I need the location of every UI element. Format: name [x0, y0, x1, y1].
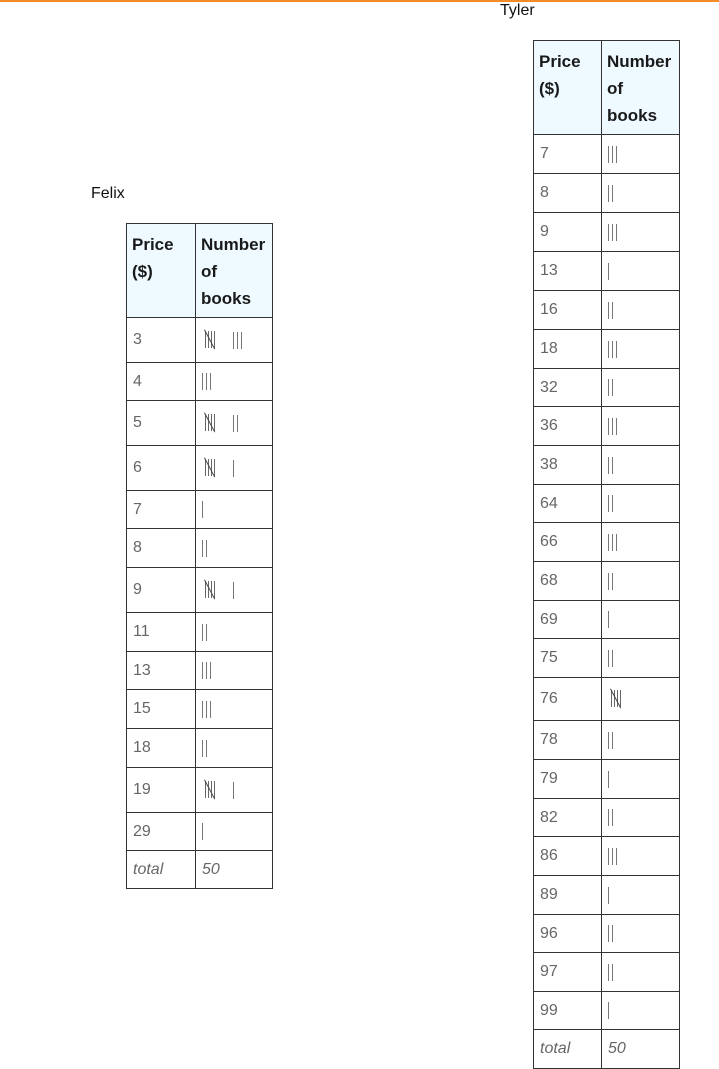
- books-header-line: Number: [201, 235, 266, 254]
- tally-cell: [602, 369, 680, 407]
- tally-marks: [202, 500, 203, 520]
- tally-ones-group: [608, 416, 617, 436]
- tally-marks: [608, 455, 613, 475]
- price-cell: 8: [127, 529, 196, 568]
- tally-ones-group: [608, 808, 613, 828]
- price-cell: 29: [127, 813, 196, 851]
- table-row: [127, 401, 273, 446]
- table-row: [127, 363, 273, 401]
- table-row: [127, 652, 273, 690]
- price-cell: 11: [127, 613, 196, 652]
- tally-cell: [602, 485, 680, 523]
- price-cell: 69: [534, 601, 602, 639]
- table-row: [127, 768, 273, 813]
- price-cell: 36: [534, 407, 602, 446]
- tally-cell: [602, 523, 680, 562]
- tally-ones-group: [608, 648, 613, 668]
- tally-cell: [602, 799, 680, 837]
- tally-ones-group: [608, 532, 617, 552]
- price-header-line: ($): [539, 79, 560, 98]
- price-cell: 64: [534, 485, 602, 523]
- tally-cell: [196, 363, 273, 401]
- tally-ones-group: [233, 413, 238, 433]
- tally-cell: [602, 446, 680, 485]
- tally-ones-group: [608, 610, 609, 630]
- tally-ones-group: [233, 580, 234, 600]
- total-label: total: [534, 1030, 602, 1069]
- tally-cell: [196, 401, 273, 446]
- price-cell: 4: [127, 363, 196, 401]
- price-header: [534, 41, 602, 135]
- tally-cell: [196, 318, 273, 363]
- tyler-name: Tyler: [500, 2, 535, 19]
- tally-cell: [602, 213, 680, 252]
- price-cell: 5: [127, 401, 196, 446]
- tally-cell: [602, 135, 680, 174]
- tally-ones-group: [608, 885, 609, 905]
- table-row: [534, 601, 680, 639]
- price-cell: 79: [534, 760, 602, 799]
- tally-marks: [608, 183, 613, 203]
- tally-marks: [608, 769, 609, 789]
- price-cell: 8: [534, 174, 602, 213]
- price-cell: 68: [534, 562, 602, 601]
- tally-ones-group: [608, 962, 613, 982]
- tally-cell: [602, 760, 680, 799]
- total-row: [127, 851, 273, 889]
- tally-ones-group: [608, 339, 617, 359]
- tally-cell: [196, 529, 273, 568]
- price-cell: 9: [127, 568, 196, 613]
- tally-cell: [602, 721, 680, 760]
- tally-cell: [602, 330, 680, 369]
- price-cell: 75: [534, 639, 602, 678]
- tally-marks: [202, 780, 234, 800]
- table-row: [127, 529, 273, 568]
- tally-ones-group: [608, 1001, 609, 1021]
- price-cell: 7: [534, 135, 602, 174]
- books-header-line: of books: [607, 79, 658, 125]
- felix-tally-table: [126, 223, 273, 889]
- tally-ones-group: [608, 222, 617, 242]
- tally-cell: [602, 174, 680, 213]
- price-cell: 16: [534, 291, 602, 330]
- price-cell: 15: [127, 690, 196, 729]
- tally-marks: [202, 372, 211, 392]
- table-row: [127, 491, 273, 529]
- price-cell: 3: [127, 318, 196, 363]
- tally-ones-group: [608, 846, 617, 866]
- tally-marks: [202, 699, 211, 719]
- accent-bar: [0, 0, 719, 2]
- table-row: [534, 837, 680, 876]
- tally-marks: [608, 730, 613, 750]
- header-row: [534, 41, 680, 135]
- tally-ones-group: [202, 661, 211, 681]
- tally-cell: [196, 613, 273, 652]
- tyler-tally-table: [533, 40, 680, 1069]
- tally-marks: [608, 300, 613, 320]
- table-row: [127, 729, 273, 768]
- tally-ones-group: [608, 144, 617, 164]
- table-row: [127, 613, 273, 652]
- table-row: [534, 562, 680, 601]
- tally-marks: [608, 494, 613, 514]
- tally-cell: [196, 729, 273, 768]
- tally-marks: [608, 571, 613, 591]
- tally-five-group: [202, 780, 220, 800]
- price-cell: 96: [534, 915, 602, 953]
- tally-marks: [608, 846, 617, 866]
- tally-cell: [602, 915, 680, 953]
- tally-cell: [602, 407, 680, 446]
- table-row: [127, 813, 273, 851]
- tally-marks: [202, 822, 203, 842]
- table-row: [127, 690, 273, 729]
- table-row: [534, 485, 680, 523]
- table-row: [534, 174, 680, 213]
- tally-ones-group: [608, 494, 613, 514]
- tally-marks: [608, 532, 617, 552]
- tally-cell: [602, 992, 680, 1030]
- table-row: [534, 721, 680, 760]
- tally-ones-group: [608, 571, 613, 591]
- tally-cell: [602, 876, 680, 915]
- tally-marks: [608, 962, 613, 982]
- books-header-line: of books: [201, 262, 252, 308]
- table-row: [534, 876, 680, 915]
- tally-five-group: [608, 689, 626, 709]
- table-row: [534, 252, 680, 291]
- table-row: [534, 992, 680, 1030]
- table-row: [127, 446, 273, 491]
- tally-ones-group: [233, 780, 234, 800]
- price-cell: 32: [534, 369, 602, 407]
- price-cell: 76: [534, 678, 602, 721]
- tally-ones-group: [233, 458, 234, 478]
- table-row: [534, 135, 680, 174]
- table-row: [534, 446, 680, 485]
- price-cell: 6: [127, 446, 196, 491]
- price-header: [127, 224, 196, 318]
- table-row: [534, 799, 680, 837]
- tally-marks: [608, 1001, 609, 1021]
- books-header: [602, 41, 680, 135]
- books-header: [196, 224, 273, 318]
- total-row: [534, 1030, 680, 1069]
- table-row: [534, 407, 680, 446]
- tally-ones-group: [202, 738, 207, 758]
- tally-five-group: [202, 330, 220, 350]
- price-cell: 78: [534, 721, 602, 760]
- table-row: [534, 523, 680, 562]
- table-row: [534, 369, 680, 407]
- price-cell: 86: [534, 837, 602, 876]
- tally-cell: [196, 813, 273, 851]
- table-row: [534, 213, 680, 252]
- table-row: [534, 291, 680, 330]
- table-row: [534, 330, 680, 369]
- tally-ones-group: [608, 261, 609, 281]
- tally-marks: [608, 885, 609, 905]
- tally-marks: [202, 661, 211, 681]
- tally-marks: [608, 378, 613, 398]
- tally-ones-group: [202, 622, 207, 642]
- tally-cell: [196, 652, 273, 690]
- price-cell: 19: [127, 768, 196, 813]
- price-cell: 13: [534, 252, 602, 291]
- price-cell: 9: [534, 213, 602, 252]
- tally-cell: [196, 568, 273, 613]
- books-header-line: Number: [607, 52, 672, 71]
- tally-marks: [202, 538, 207, 558]
- price-cell: 82: [534, 799, 602, 837]
- price-cell: 97: [534, 953, 602, 992]
- tally-marks: [608, 648, 613, 668]
- table-row: [534, 915, 680, 953]
- tally-marks: [608, 222, 617, 242]
- tally-five-group: [202, 580, 220, 600]
- tally-cell: [602, 639, 680, 678]
- tally-marks: [608, 261, 609, 281]
- felix-name: Felix: [91, 185, 125, 202]
- total-label: total: [127, 851, 196, 889]
- tally-marks: [202, 622, 207, 642]
- tally-marks: [608, 689, 626, 709]
- price-cell: 99: [534, 992, 602, 1030]
- price-header-line: Price: [132, 235, 174, 254]
- price-cell: 18: [127, 729, 196, 768]
- tally-ones-group: [608, 455, 613, 475]
- total-value: 50: [602, 1030, 680, 1069]
- tally-marks: [202, 330, 242, 350]
- tally-cell: [602, 837, 680, 876]
- tally-ones-group: [202, 372, 211, 392]
- tally-marks: [608, 610, 609, 630]
- price-header-line: ($): [132, 262, 153, 281]
- tally-ones-group: [608, 730, 613, 750]
- tally-ones-group: [608, 769, 609, 789]
- total-value: 50: [196, 851, 273, 889]
- table-row: [534, 678, 680, 721]
- tally-ones-group: [202, 699, 211, 719]
- tally-ones-group: [608, 183, 613, 203]
- tally-cell: [196, 491, 273, 529]
- table-row: [534, 953, 680, 992]
- tally-ones-group: [202, 538, 207, 558]
- tally-cell: [196, 446, 273, 491]
- tally-cell: [602, 601, 680, 639]
- tally-cell: [602, 678, 680, 721]
- tally-cell: [196, 690, 273, 729]
- table-row: [534, 639, 680, 678]
- tally-cell: [602, 291, 680, 330]
- price-header-line: Price: [539, 52, 581, 71]
- price-cell: 38: [534, 446, 602, 485]
- tally-cell: [196, 768, 273, 813]
- tally-marks: [608, 144, 617, 164]
- tally-five-group: [202, 458, 220, 478]
- tally-ones-group: [233, 330, 242, 350]
- header-row: [127, 224, 273, 318]
- table-row: [127, 318, 273, 363]
- table-row: [534, 760, 680, 799]
- tally-ones-group: [202, 822, 203, 842]
- table-row: [127, 568, 273, 613]
- price-cell: 89: [534, 876, 602, 915]
- tally-marks: [608, 339, 617, 359]
- price-cell: 66: [534, 523, 602, 562]
- price-cell: 18: [534, 330, 602, 369]
- price-cell: 13: [127, 652, 196, 690]
- tally-marks: [202, 580, 234, 600]
- tally-marks: [608, 416, 617, 436]
- tally-cell: [602, 252, 680, 291]
- tally-marks: [202, 458, 234, 478]
- tally-five-group: [202, 413, 220, 433]
- price-cell: 7: [127, 491, 196, 529]
- tally-ones-group: [202, 500, 203, 520]
- tally-cell: [602, 953, 680, 992]
- tally-cell: [602, 562, 680, 601]
- tally-marks: [608, 924, 613, 944]
- tally-marks: [202, 738, 207, 758]
- tally-ones-group: [608, 924, 613, 944]
- tally-ones-group: [608, 378, 613, 398]
- tally-marks: [608, 808, 613, 828]
- tally-marks: [202, 413, 238, 433]
- tally-ones-group: [608, 300, 613, 320]
